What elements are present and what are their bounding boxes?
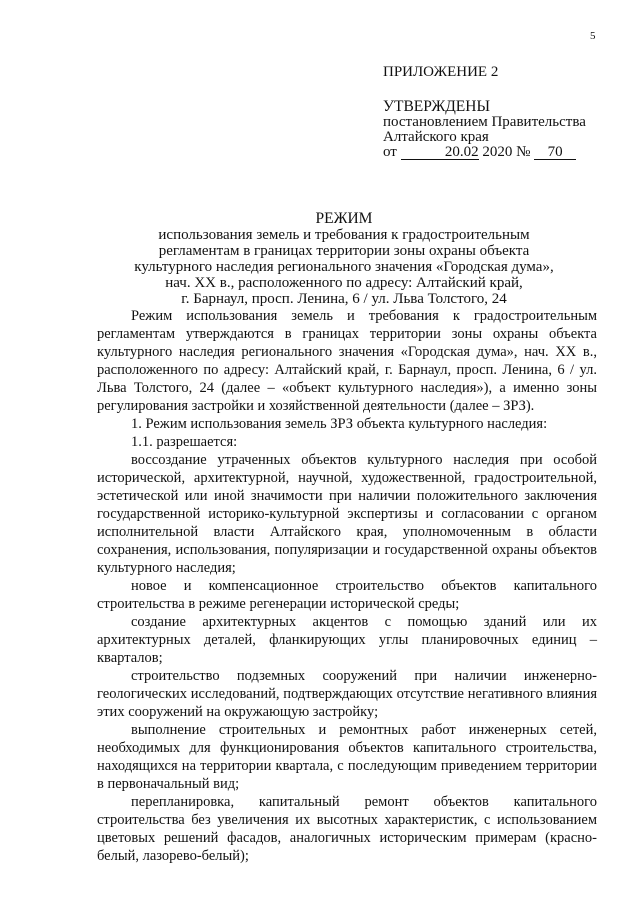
approval-line-2: Алтайского края (383, 129, 489, 145)
body-paragraph: выполнение строительных и ремонтных работ инженерных сетей, необходимых для функционирования объектов капитального строительства, находящихся на территории квартала, с последующим приведением территории в первоначальный вид; (97, 722, 597, 792)
page-number: 5 (590, 30, 596, 42)
body-paragraph: 1.1. разрешается: (131, 434, 238, 450)
approval-date-value: 20.02 (401, 146, 479, 160)
body-paragraph: перепланировка, капитальный ремонт объектов капитального строительства без увеличения их высотных характеристик, с использованием цветовых решений фасадов, аналогичных историческим примерам (красно-белый, лазорево-белый); (97, 794, 597, 864)
document-title (100, 210, 588, 307)
body-paragraph: Режим использования земель и требования к градостроительным регламентам утверждаются в границах территории зоны охраны объекта культурного наследия регионального значения «Городская дума», нач. XX в., расположенного по адресу: Алтайский край, г. Барнаул, просп. Ленина, 6 / ул. Льва Толстого, 24 (далее – «объект культурного наследия»), а именно зоны регулирования застройки и хозяйственной деятельности (далее – ЗРЗ). (97, 308, 597, 414)
approval-heading: УТВЕРЖДЕНЫ (383, 98, 490, 115)
approval-date-prefix: от (383, 144, 397, 160)
approval-line-1: постановлением Правительства (383, 114, 586, 130)
document-body (97, 307, 597, 865)
body-paragraph: 1. Режим использования земель ЗРЗ объекта культурного наследия: (131, 416, 548, 432)
title-heading: РЕЖИМ (315, 210, 373, 227)
appendix-label: ПРИЛОЖЕНИЕ 2 (383, 64, 499, 80)
approval-block (383, 98, 586, 160)
approval-date-line (383, 145, 586, 160)
body-paragraph: строительство подземных сооружений при наличии инженерно-геологических исследований, подтверждающих отсутствие негативного влияния этих сооружений на окружающую застройку; (97, 668, 597, 720)
body-paragraph: воссоздание утраченных объектов культурного наследия при особой исторической, архитектурной, научной, художественной, градостроительной, эстетической или иной значимости при наличии положительного заключения государственной историко-культурной экспертизы и согласовании с органом исполнительной власти Алтайского края, уполномоченным в области сохранения, использования, популяризации и государственной охраны объектов культурного наследия; (97, 452, 597, 576)
body-paragraph: новое и компенсационное строительство объектов капитального строительства в режиме регенерации исторической среды; (97, 578, 597, 612)
approval-number-value: 70 (534, 146, 576, 160)
title-line: нач. XX в., расположенного по адресу: Алтайский край, (165, 275, 523, 291)
approval-year-text: 2020 № (482, 144, 531, 160)
title-line: регламентам в границах территории зоны охраны объекта (158, 243, 530, 259)
title-line: г. Барнаул, просп. Ленина, 6 / ул. Льва Толстого, 24 (181, 291, 507, 307)
title-line: культурного наследия регионального значения «Городская дума», (134, 259, 554, 275)
body-paragraph: создание архитектурных акцентов с помощью зданий или их архитектурных деталей, фланкирующих углы планировочных единиц – кварталов; (97, 614, 597, 666)
title-line: использования земель и требования к градостроительным (158, 227, 530, 243)
